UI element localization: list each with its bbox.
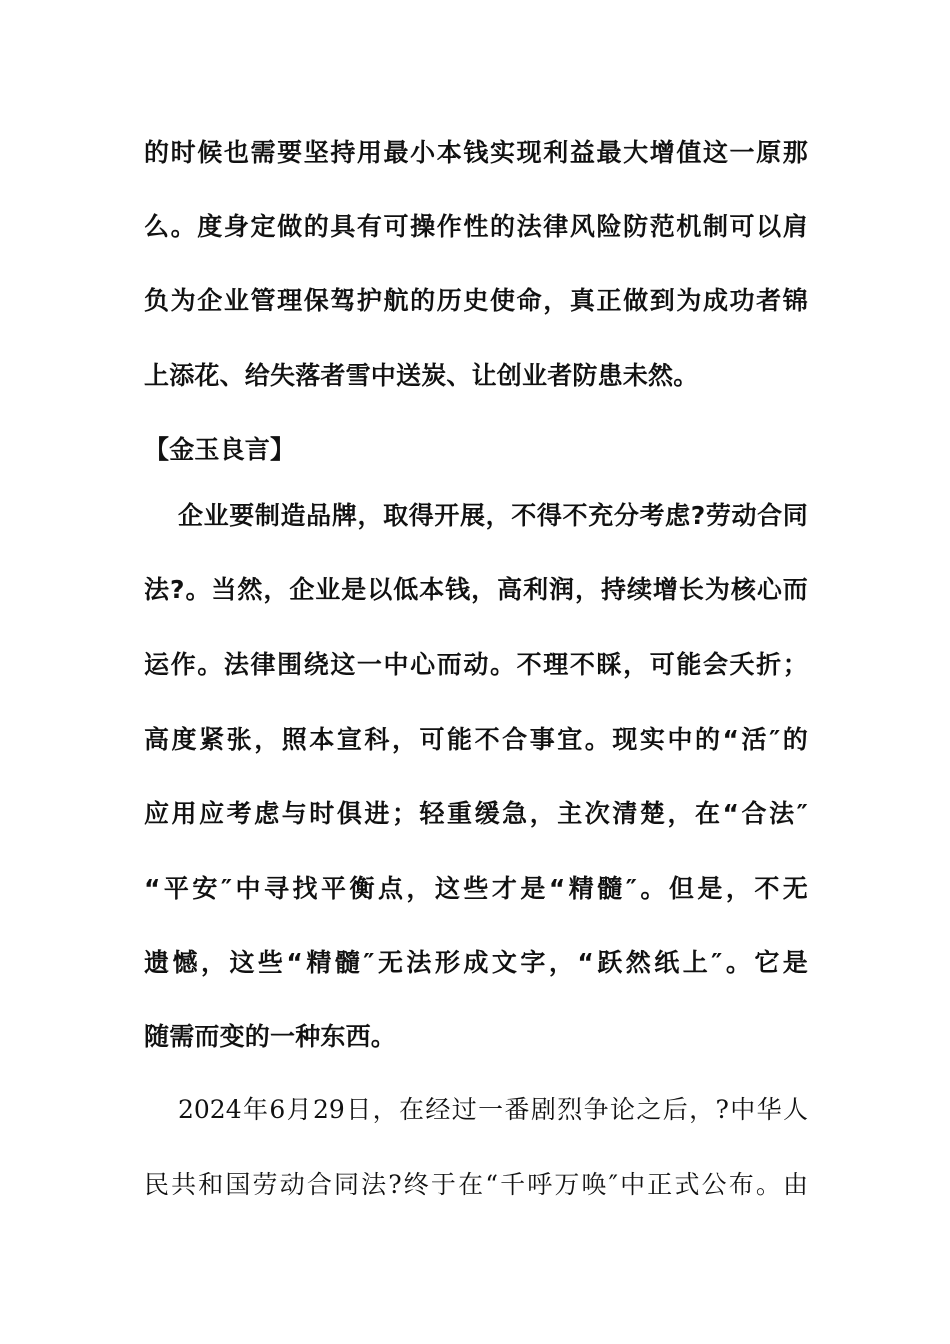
- paragraph-line: 企业要制造品牌，取得开展，不得不充分考虑?劳动合同: [178, 501, 808, 530]
- paragraph-line: 遗憾，这些“精髓″无法形成文字，“跃然纸上″。它是: [144, 948, 808, 977]
- paragraph-line: 负为企业管理保驾护航的历史使命，真正做到为成功者锦: [144, 286, 808, 315]
- paragraph-line: 上添花、给失落者雪中送炭、让创业者防患未然。: [144, 361, 699, 390]
- paragraph-line: 随需而变的一种东西。: [144, 1022, 397, 1051]
- paragraph-line: 应用应考虑与时俱进；轻重缓急，主次清楚，在“合法″: [144, 799, 808, 828]
- paragraph-line: 的时候也需要坚持用最小本钱实现利益最大增值这一原那: [144, 138, 808, 167]
- paragraph-line: 运作。法律围绕这一中心而动。不理不睬，可能会夭折；: [144, 650, 808, 679]
- paragraph-line: 么。度身定做的具有可操作性的法律风险防范机制可以肩: [144, 212, 808, 241]
- paragraph-line: 民共和国劳动合同法?终于在“千呼万唤″中正式公布。由: [144, 1170, 808, 1199]
- paragraph-line: “平安″中寻找平衡点，这些才是“精髓″。但是，不无: [144, 874, 808, 903]
- paragraph-line: 高度紧张，照本宣科，可能不合事宜。现实中的“活″的: [144, 725, 808, 754]
- section-heading: 【金玉良言】: [144, 435, 296, 464]
- paragraph-line: 法?。当然，企业是以低本钱，高利润，持续增长为核心而: [144, 575, 808, 604]
- paragraph-line: 2024年6月29日，在经过一番剧烈争论之后，?中华人: [178, 1095, 808, 1124]
